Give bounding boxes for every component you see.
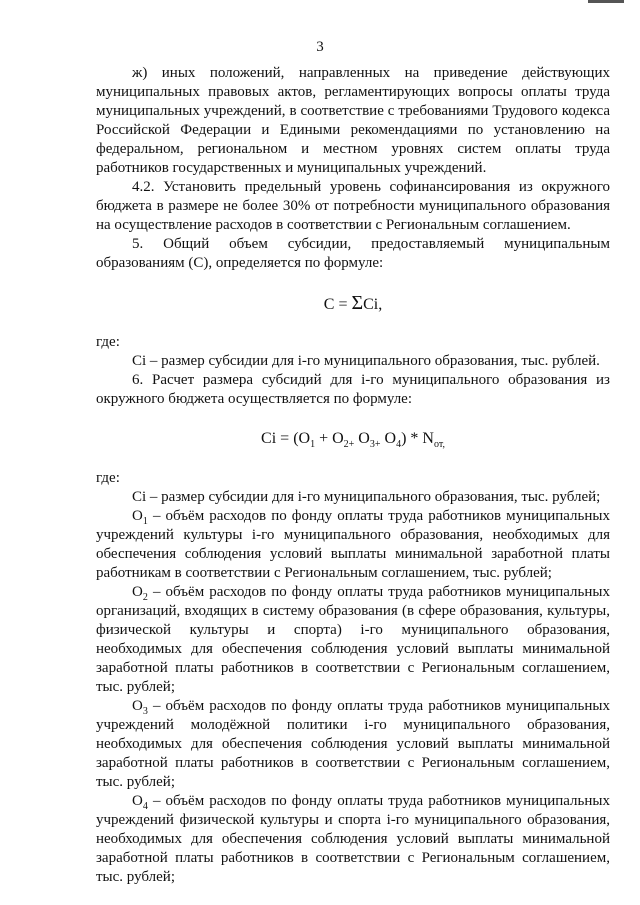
scan-edge-mark [588,0,624,3]
o2-definition [96,583,610,697]
formula-2-sub-ot: от, [433,439,445,451]
formula-2-sub2: 2+ [343,439,355,451]
o1-subscript: 1 [142,516,148,527]
paragraph-zh: ж) иных положений, направленных на приведение действующих муниципальных правовых актов, регламентирующих вопросы оплаты труда муниципальных учреждений, в соответствие с требованиями Трудового кодекса Российской Федерации и Едиными рекомендациями по установлению на федеральном, региональном и местном уровнях систем оплаты труда работников государственных и муниципальных учреждений. [96,65,610,176]
formula-2-lhs: Ci = (O [261,430,311,447]
o4-definition [96,792,610,887]
o3-definition [96,697,610,792]
where-label-2: где: [96,470,120,486]
where-label-1: где: [96,334,120,350]
formula-2-sub1: 1 [310,439,316,451]
paragraph-5: 5. Общий объем субсидии, предоставляемый муниципальным образованиям (С), определяется по формуле: [96,236,610,271]
formula-2-close: ) * N [401,430,434,447]
o2-text: – объём расходов по фонду оплаты труда работников муниципальных организаций, входящих в систему образования (в сфере образования, культуры, физической культуры и спорта) i-го муниципального образования, необходимых для обеспечения соблюдения условий выплаты минимальной заработной платы работников в соответствии с Региональным соглашением, тыс. рублей; [96,584,610,695]
ci-definition-1: Ci – размер субсидии для i-го муниципального образования, тыс. рублей. [132,353,600,369]
formula-1-right: Ci, [363,296,383,313]
formula-2-o4: O [380,430,397,447]
o1-definition [96,507,610,583]
formula-ci [96,429,610,451]
o4-symbol: O [132,793,143,809]
formula-1-left: С = [323,296,352,313]
o2-symbol: O [132,584,143,600]
page-number: 3 [316,39,324,55]
o2-subscript: 2 [142,592,148,603]
o1-symbol: O [132,508,143,524]
o4-text: – объём расходов по фонду оплаты труда работников муниципальных учреждений физической культуры и спорта i-го муниципального образования, необходимых для обеспечения соблюдения условий выплаты минимальной заработной платы работников в соответствии с Региональным соглашением, тыс. рублей; [96,793,610,885]
paragraph-4-2: 4.2. Установить предельный уровень софинансирования из окружного бюджета в размере не более 30% от потребности муниципального образования на осуществление расходов в соответствии с Региональным соглашением. [96,179,610,233]
paragraph-6: 6. Расчет размера субсидий для i-го муниципального образования из окружного бюджета осуществляется по формуле: [96,372,610,407]
sigma-symbol: Σ [351,292,364,314]
o3-subscript: 3 [142,706,148,717]
formula-2-sub4: 4 [396,439,402,451]
o1-text: – объём расходов по фонду оплаты труда работников муниципальных учреждений культуры i-го муниципального образования, необходимых для обеспечения соблюдения условий выплаты минимальной заработной платы работникам в соответствии с Региональным соглашением, тыс. рублей; [96,508,610,581]
formula-total-subsidy [96,294,610,314]
formula-2-sub3: 3+ [369,439,381,451]
o3-symbol: O [132,698,143,714]
formula-2-plus1: + O [315,430,344,447]
formula-2-o3: O [354,430,370,447]
ci-definition-2: Ci – размер субсидии для i-го муниципального образования, тыс. рублей; [132,489,601,505]
document-body [96,64,610,887]
o4-subscript: 4 [142,801,148,812]
o3-text: – объём расходов по фонду оплаты труда работников муниципальных учреждений молодёжной политики i-го муниципального образования, необходимых для обеспечения соблюдения условий выплаты минимальной заработной платы работников в соответствии с Региональным соглашением, тыс. рублей; [96,698,610,790]
